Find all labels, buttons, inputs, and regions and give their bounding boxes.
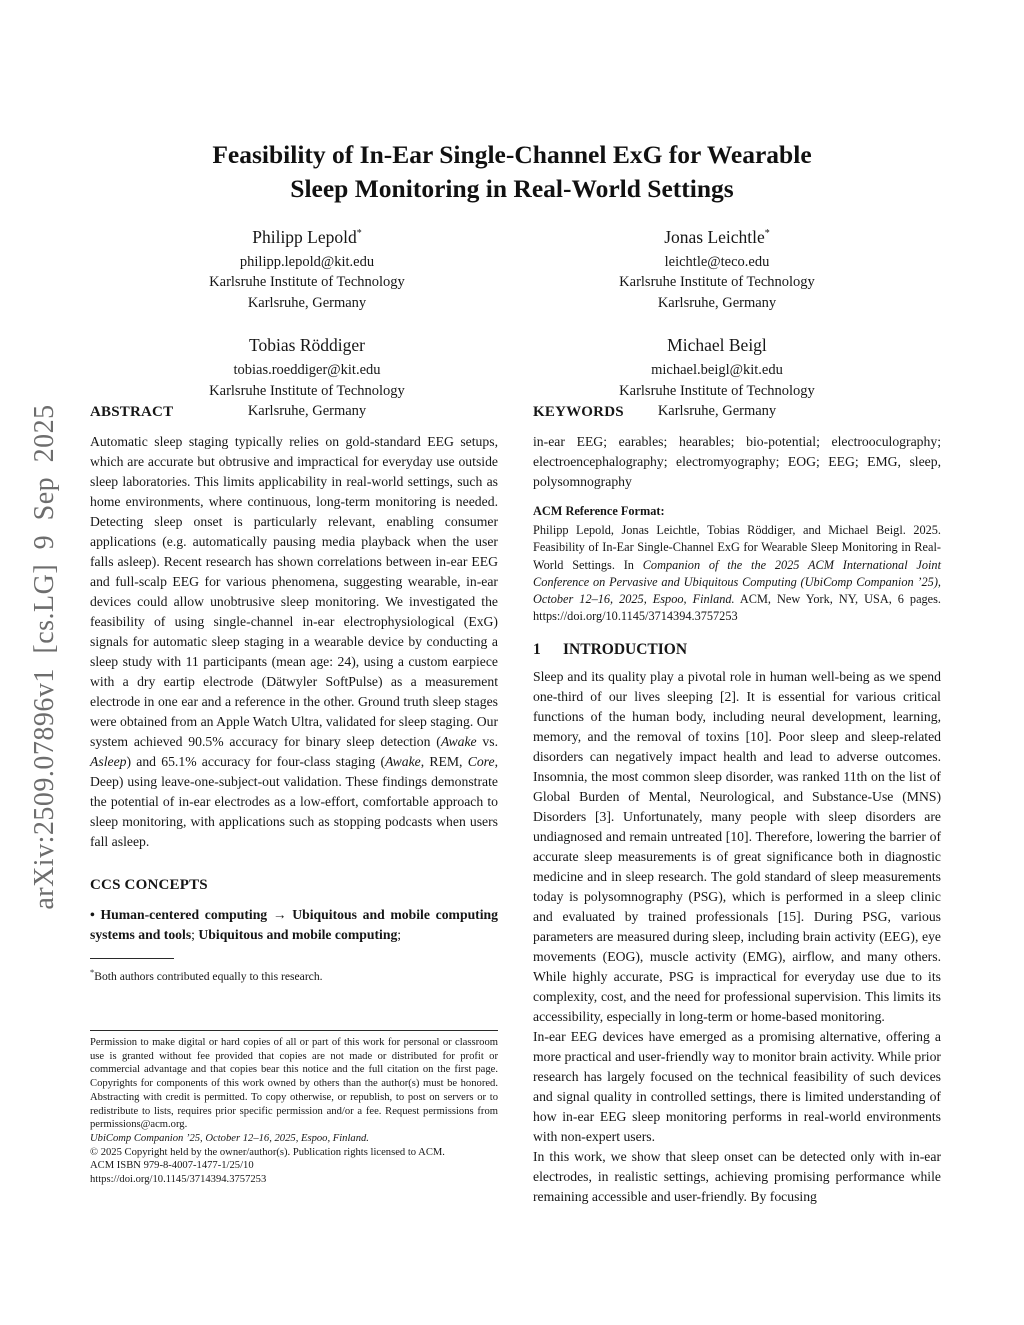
- footnote-rule: [90, 958, 174, 959]
- doi-link[interactable]: https://doi.org/10.1145/3714394.3757253: [90, 1174, 267, 1186]
- author-email: tobias.roeddiger@kit.edu: [233, 362, 381, 379]
- permission-statement: Permission to make digital or hard copies of all or part of this work for personal or classroom use is granted without fee provided that copies are not made or distributed for profit or commercial advantage and that copies bear this notice and the full citation on the first page. Copyrights for components of this work owned by others than the author(s) must be honored. Abstracting with credit is permitted. To copy otherwise, or republish, to post on servers or to redistribute to lists, requires prior specific permission and/or a fee. Request permissions from permissions@acm.org.: [90, 1037, 498, 1131]
- author-affiliation: Karlsruhe Institute of Technology: [209, 382, 405, 399]
- intro-paragraph-2: In-ear EEG devices have emerged as a promising alternative, offering a more practical and user-friendly way to monitor brain activity. While prior research has largely focused on the technical feasibility of such devices and signal quality in controlled settings, there is limited understanding of how in-ear EEG sleep monitoring performs in real-world environments with non-expert users.: [533, 1028, 941, 1144]
- paper-header: [0, 138, 1024, 422]
- author-philipp-lepold: [102, 223, 512, 313]
- author-block: [102, 223, 922, 422]
- title-line-2: Sleep Monitoring in Real-World Settings: [290, 174, 734, 203]
- author-location: Karlsruhe, Germany: [657, 403, 777, 420]
- author-email: philipp.lepold@kit.edu: [239, 253, 375, 270]
- author-email: michael.beigl@kit.edu: [651, 362, 783, 379]
- author-jonas-leichtle: [512, 223, 922, 313]
- left-column: [90, 404, 498, 945]
- author-location: Karlsruhe, Germany: [247, 403, 367, 420]
- footnote-mark: *: [90, 967, 95, 977]
- author-name: Jonas Leichtle*: [664, 226, 770, 247]
- author-name: Philipp Lepold*: [252, 226, 362, 247]
- author-location: Karlsruhe, Germany: [657, 294, 777, 311]
- isbn-line: ACM ISBN 979-8-4007-1477-1/25/10: [90, 1160, 254, 1172]
- author-footnote: [90, 958, 498, 984]
- intro-paragraph-3: In this work, we show that sleep onset can be detected only with in-ear electrodes, in realistic settings, achieving promising performance while remaining accessible and user-friendly. By focusing: [533, 1148, 941, 1204]
- ccs-heading: CCS CONCEPTS: [90, 877, 208, 893]
- section-number: 1: [533, 640, 541, 658]
- acm-reference-heading: ACM Reference Format:: [533, 504, 665, 518]
- author-name: Tobias Röddiger: [249, 335, 365, 356]
- venue-line: UbiComp Companion ’25, October 12–16, 2025, Espoo, Finland.: [90, 1132, 369, 1144]
- author-footnote-mark: *: [356, 228, 362, 239]
- footnote-text: Both authors contributed equally to this research.: [94, 969, 323, 983]
- ccs-text: • Human-centered computing → Ubiquitous and mobile computing systems and tools; Ubiquitous and mobile computing;: [90, 907, 498, 942]
- abstract-heading: ABSTRACT: [90, 404, 174, 420]
- author-email: leichtle@teco.edu: [664, 253, 770, 270]
- author-footnote-mark: *: [764, 228, 770, 239]
- right-column: [533, 404, 941, 1207]
- copyright-block: [90, 1030, 498, 1187]
- author-affiliation: Karlsruhe Institute of Technology: [619, 382, 815, 399]
- keywords-text: in-ear EEG; earables; hearables; bio-potential; electrooculography; electroencephalography; electromyography; EOG; EEG; EMG, sleep, polysomnography: [533, 434, 941, 489]
- author-name: Michael Beigl: [667, 335, 767, 356]
- page-title: [0, 138, 1024, 206]
- arxiv-watermark: arXiv:2509.07896v1 [cs.LG] 9 Sep 2025: [29, 404, 60, 910]
- author-affiliation: Karlsruhe Institute of Technology: [209, 274, 405, 291]
- copyright-line: © 2025 Copyright held by the owner/author(s). Publication rights licensed to ACM.: [90, 1146, 445, 1158]
- intro-paragraph-1: Sleep and its quality play a pivotal role in human well-being as we spend one-third of our lives sleeping [2]. It is essential for various critical functions of the human body, including neural development, learning, memory, and the removal of toxins [10]. Poor sleep and sleep-related disorders can negatively impact health and lead to adverse outcomes. Insomnia, the most common sleep disorder, was ranked 11th on the list of Global Burden of Mental, Neurological, and Substance-Use (MNS) Disorders [3]. Unfortunately, many people with sleep disorders are undiagnosed and remain untreated [10]. Therefore, lowering the barrier of accurate sleep measurements is of great significance both in diagnostic medicine and in sleep research. The gold standard of sleep measurements today is polysomnography (PSG), which is performed in a sleep clinic and evaluated by trained professionals [15]. During PSG, various parameters are measured during sleep, including brain activity (EEG), eye movements (EOG), muscle activity (EMG), airflow, and many others. While highly accurate, PSG is impractical for everyday use due to its complexity, cost, and the need for professional supervision. This limits its accessibility, especially in long-term or home-based monitoring.: [533, 668, 941, 1024]
- section-title: INTRODUCTION: [563, 640, 688, 658]
- title-line-1: Feasibility of In-Ear Single-Channel ExG for Wearable: [212, 140, 812, 169]
- author-affiliation: Karlsruhe Institute of Technology: [619, 274, 815, 291]
- keywords-heading: KEYWORDS: [533, 404, 624, 420]
- abstract-text: Automatic sleep staging typically relies on gold-standard EEG setups, which are accurate but obtrusive and impractical for everyday use outside sleep laboratories. This limits applicability in real-world settings, such as home environments, where continuous, long-term monitoring is needed. Detecting sleep onset is particularly relevant, enabling consumer applications (e.g. automatically pausing media playback when the user falls asleep). Recent research has shown correlations between in-ear EEG and full-scalp EEG for various phenomena, suggesting wearable, in-ear devices could allow unobtrusive sleep monitoring. We investigated the feasibility of using single-channel in-ear electrophysiological (ExG) signals for automatic sleep staging in a wearable device by conducting a sleep study with 11 participants (mean age: 24), using a custom earpiece with a dry eartip electrode (Dätwyler SoftPulse) as a measurement electrode in one ear and a reference in the other. Ground truth sleep stages were obtained from an Apple Watch Ultra, validated for sleep staging. Our system achieved 90.5% accuracy for binary sleep detection (Awake vs. Asleep) and 65.1% accuracy for four-class staging (Awake, REM, Core, Deep) using leave-one-subject-out validation. These findings demonstrate the potential of in-ear electrodes as a low-effort, comfortable approach to sleep monitoring, with applications such as stopping podcasts when users fall asleep.: [90, 434, 498, 849]
- introduction-heading: [533, 641, 941, 659]
- author-location: Karlsruhe, Germany: [247, 294, 367, 311]
- acm-reference-text: Philipp Lepold, Jonas Leichtle, Tobias Röddiger, and Michael Beigl. 2025. Feasibility of In-Ear Single-Channel ExG for Wearable Sleep Monitoring in Real-World Settings. In Companion of the the 2025 ACM International Joint Conference on Pervasive and Ubiquitous Computing (UbiComp Companion ’25), October 12–16, 2025, Espoo, Finland. ACM, New York, NY, USA, 6 pages. https://doi.org/10.1145/3714394.3757253: [533, 523, 941, 624]
- copyright-rule: [90, 1030, 498, 1031]
